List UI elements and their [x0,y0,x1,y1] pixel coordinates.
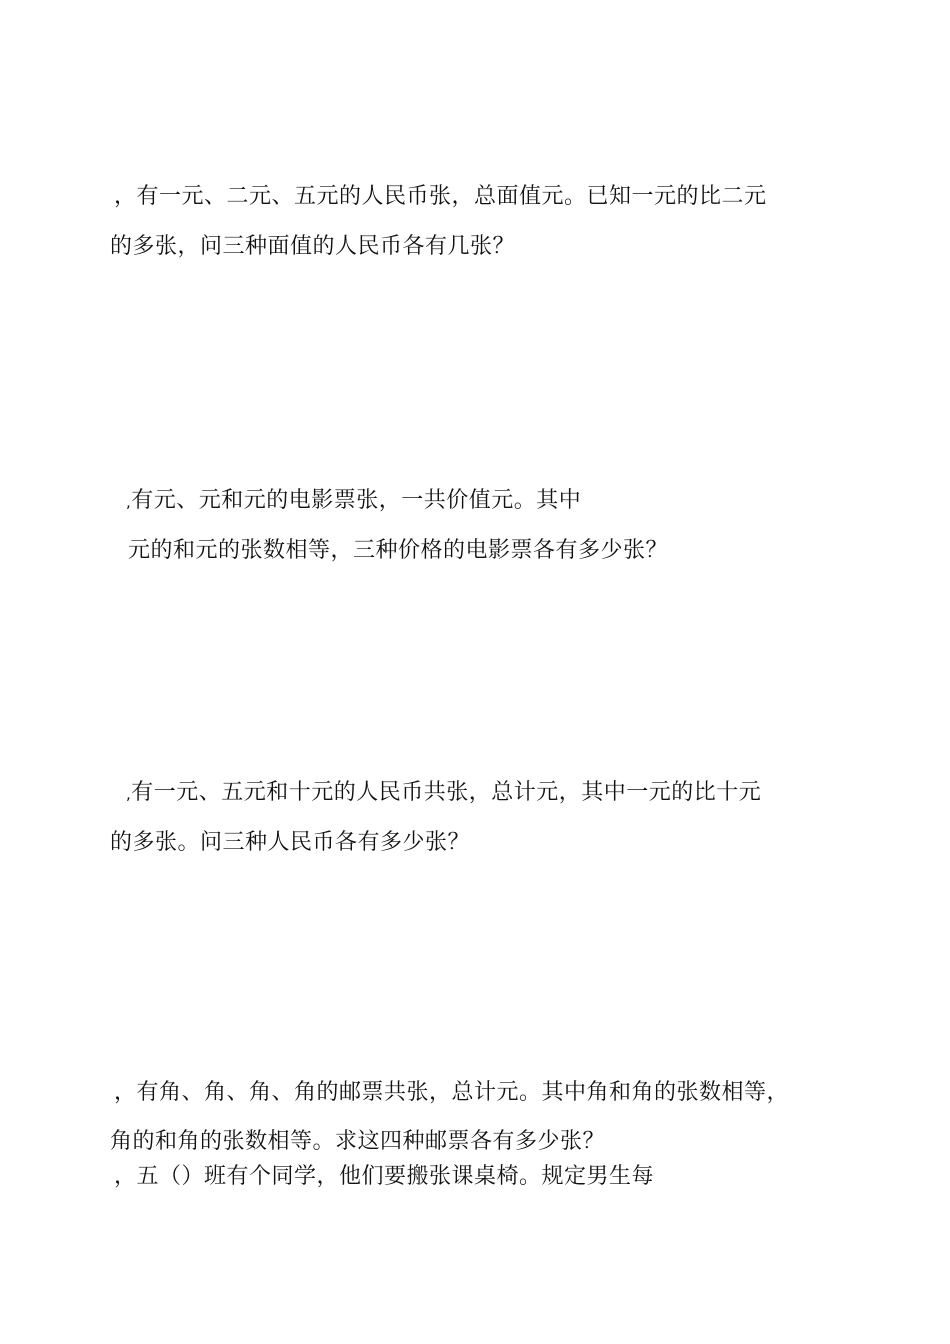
problem-3-line-1 [126,778,761,809]
problem-4-line-2: 角的和角的张数相等。求这四种邮票各有多少张？ [110,1129,606,1154]
problem-5-line-1: ，五（）班有个同学，他们要搬张课桌椅。规定男生每 [114,1164,655,1189]
problem-2-prefix: , [126,493,132,511]
problem-4-line-1: ，有角、角、角、角的邮票共张，总计元。其中角和角的张数相等， [114,1080,790,1105]
problem-2-line-1-text: 有元、元和元的电影票张，一共价值元。其中 [131,488,582,513]
problem-3-prefix: , [126,785,132,803]
problem-1-line-2: 的多张，问三种面值的人民币各有几张？ [110,234,516,259]
problem-3-line-1-text: 有一元、五元和十元的人民币共张，总计元，其中一元的比十元 [131,780,762,805]
problem-2-line-1 [126,486,581,517]
problem-1-line-1: ，有一元、二元、五元的人民币张，总面值元。已知一元的比二元 [114,184,767,209]
problem-3-line-2: 的多张。问三种人民币各有多少张？ [110,830,471,855]
problem-2-line-2: 元的和元的张数相等，三种价格的电影票各有多少张？ [128,538,669,563]
